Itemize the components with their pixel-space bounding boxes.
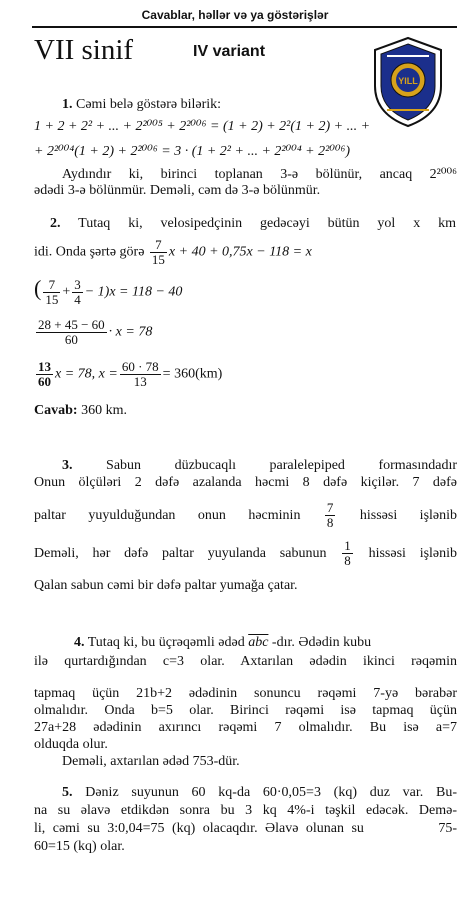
answer-label: Cavab: <box>34 403 78 418</box>
frac-den: 13 <box>133 374 147 389</box>
p2-fraction-13-60 <box>36 360 53 389</box>
frac-num: 60 · 78 <box>121 359 159 374</box>
p4-line-2: ilə qurtardığından c=3 olar. Axtarılan ədədin ikinci rəqəmin <box>34 654 457 669</box>
plus-sign: + <box>62 284 71 300</box>
p4-line-6: olduqda olur. <box>34 737 108 752</box>
p2-number: 2. <box>50 216 61 231</box>
p5-line-3: li, cəmi su 3:0,04=75 (kq) olacaqdır. Əlavə olunan su 75- <box>34 821 457 836</box>
p2-fraction-60x78 <box>120 360 161 389</box>
p2-answer <box>34 402 127 420</box>
answer-value: 360 km. <box>77 403 127 418</box>
p3-line-5: Qalan sabun cəmi bir dəfə paltar yumağa çatar. <box>34 578 298 593</box>
frac-den: 4 <box>74 292 81 307</box>
frac-num: 1 <box>344 538 351 554</box>
p3-fraction-7-8 <box>325 501 336 530</box>
header-rule <box>32 26 457 28</box>
p2-fraction-3-4 <box>72 278 83 307</box>
p2-line-2 <box>34 238 312 267</box>
p3-line4-pre: Deməli, hər dəfə paltar yuyulanda sabunun <box>34 546 327 561</box>
frac-den: 8 <box>326 515 334 531</box>
p5-line-4: 60=15 (kq) olar. <box>34 839 125 854</box>
p2-line-1 <box>50 215 456 233</box>
p3-line4-post: hissəsi işlənib <box>368 546 458 561</box>
frac-num: 3 <box>74 277 81 292</box>
p1-equation-2: + 2²⁰⁰⁴(1 + 2) + 2²⁰⁰⁶ = 3 · (1 + 2² + ... + 2²⁰⁰⁴ + 2²⁰⁰⁶) <box>34 144 351 159</box>
p2-eq-d-post: = 360(km) <box>162 366 223 382</box>
p1-equation-1: 1 + 2 + 2² + ... + 2²⁰⁰⁵ + 2²⁰⁰⁶ = (1 + 2) + 2²(1 + 2) + ... + <box>34 119 371 134</box>
p4-number: 4. <box>74 635 85 650</box>
frac-den: 8 <box>344 553 351 569</box>
frac-den: 15 <box>151 252 165 267</box>
p4-line-5: 27a+28 ədədinin axırıncı rəqəmi 7 olmalıdır. Bu isə a=7 <box>34 720 457 735</box>
p4-var-abc: $\overline{abc}$ <box>248 635 269 650</box>
p2-equation-d <box>34 360 222 389</box>
p2-fraction-sum <box>36 318 107 347</box>
p3-line1: Sabun düzbucaqlı paralelepiped formasındadır <box>72 458 457 473</box>
frac-den: 60 <box>64 332 78 347</box>
p1-number: 1. <box>62 97 73 112</box>
p3-line3-pre: paltar yuyulduğundan onun həcminin <box>34 508 301 523</box>
p5-number: 5. <box>62 785 73 800</box>
p4-line-7: Deməli, axtarılan ədəd 753-dür. <box>62 754 240 769</box>
p2-equation-b <box>34 275 183 307</box>
p2-fraction-7-15-b <box>43 278 60 307</box>
p2-equation-c <box>34 318 152 347</box>
p1-line-intro <box>62 96 221 114</box>
svg-text:YILL: YILL <box>398 76 418 86</box>
p3-line3-post: hissəsi işlənib <box>359 508 458 523</box>
frac-num: 7 <box>150 238 167 253</box>
p1-text-2: ədədi 3-ə bölünmür. Deməli, cəm də 3-ə bölünmür. <box>34 183 321 198</box>
p3-line-1 <box>62 457 457 475</box>
p2-line2-pre: idi. Onda şərtə görə <box>34 244 145 260</box>
p2-eq-c-post: · x = 78 <box>108 324 153 340</box>
p2-fraction-7-15 <box>150 238 167 267</box>
p4-l1-post: -dır. Ədədin kubu <box>268 635 372 650</box>
p1-intro: Cəmi belə göstərə bilərik: <box>72 97 222 112</box>
p4-line-3: tapmaq üçün 21b+2 ədədinin sonuncu rəqəmi 7-yə bərabər <box>34 686 457 701</box>
page-header: Cavablar, həllər və ya göstərişlər <box>141 8 329 22</box>
p4-l1-pre: Tutaq ki, bu üçrəqəmli ədəd <box>84 635 249 650</box>
frac-num: 13 <box>38 359 51 374</box>
p3-line-3 <box>34 500 457 532</box>
frac-den: 60 <box>38 374 51 389</box>
p4-line-1 <box>74 634 371 652</box>
p3-fraction-1-8 <box>342 539 353 568</box>
frac-den: 15 <box>45 292 59 307</box>
frac-num: 7 <box>43 278 60 293</box>
p4-line-4: olmalıdır. Onda b=5 olar. Birinci rəqəmi isə tapmaq üçün <box>34 703 457 718</box>
p5-line-1 <box>62 784 457 802</box>
p2-eq-d-mid: x = 78, x = <box>55 366 118 382</box>
p1-text-1: Aydındır ki, birinci toplanan 3-ə bölünür, ancaq 2²⁰⁰⁶ <box>62 167 457 182</box>
school-emblem-logo <box>371 36 445 128</box>
grade-title: VII sinif <box>34 34 134 66</box>
variant-title: IV variant <box>193 43 266 60</box>
p3-line-4 <box>34 538 457 570</box>
p5-line-2: na su əlavə etdikdən sonra bu 3 kq 4%-i təşkil edəcək. Demə- <box>34 803 457 818</box>
p5-l1: Dəniz suyunun 60 kq-da 60·0,05=3 (kq) duz var. Bu- <box>72 785 457 800</box>
frac-num: 7 <box>326 500 334 516</box>
p2-line1: Tutaq ki, velosipedçinin gedəcəyi bütün yol x km <box>60 216 456 231</box>
p3-number: 3. <box>62 458 73 473</box>
p2-eq-b-post: − 1)x = 118 − 40 <box>84 284 183 300</box>
frac-num: 28 + 45 − 60 <box>38 317 105 332</box>
p2-line2-post: x + 40 + 0,75x − 118 = x <box>168 244 312 260</box>
p3-line-2: Onun ölçüləri 2 dəfə azalanda həcmi 8 dəfə kiçilər. 7 dəfə <box>34 475 457 490</box>
paren-open: ( <box>34 275 42 301</box>
